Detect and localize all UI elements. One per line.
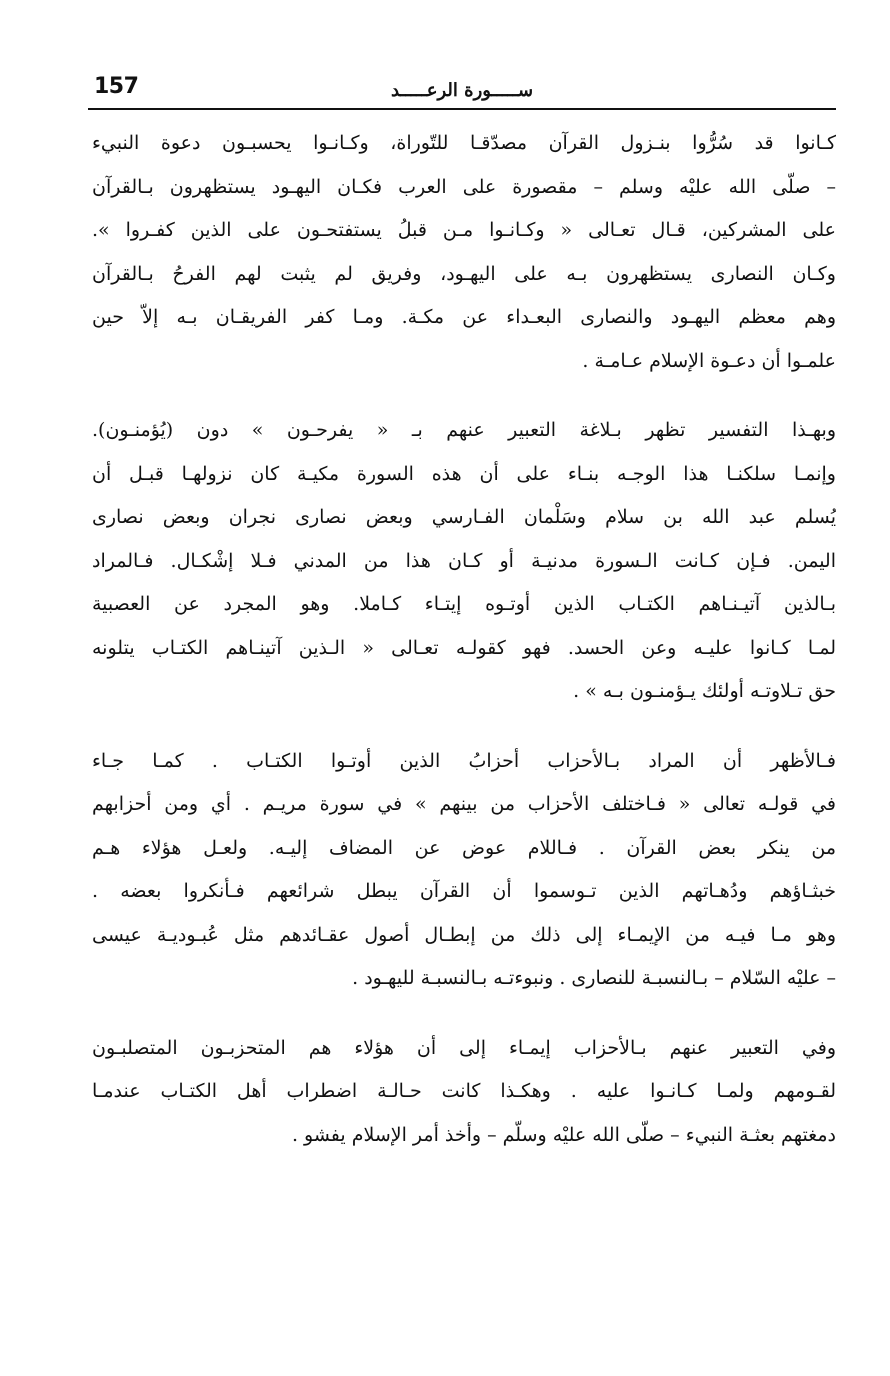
text-line: – عليْه السّلام – بـالنسبـة للنصارى . ونبوءتـه بـالنسبـة لليهـود . (352, 967, 836, 989)
text-line: وهو مـا فيـه من الإيمـاء إلى ذلك من إبطـال أصول عقـائدهم مثل عُبـوديـة عيسى (92, 923, 836, 946)
text-line: في قولـه تعالى « فـاختلف الأحزاب من بينهم » في سورة مريـم . أي ومن أحزابهم (92, 793, 836, 815)
page-number: 157 (94, 74, 139, 99)
text-line: وفي التعبير عنهم بـالأحزاب إيمـاء إلى أن هؤلاء هم المتحزبـون المتصلبـون (92, 1036, 836, 1059)
text-line: كـانوا قد سُرُّوا بنـزول القرآن مصدّقـا للتّوراة، وكـانـوا يحسبـون دعوة النبيء (92, 132, 836, 154)
text-line: لقـومهم ولمـا كـانـوا عليه . وهكـذا كانت حـالـة اضطراب أهل الكتـاب عندمـا (92, 1080, 836, 1102)
text-line: بـالذين آتيـنـاهم الكتـاب الذين أوتـوه إيتـاء كـاملا. وهو المجرد عن العصبية (92, 593, 836, 615)
text-line: من ينكر بعض القرآن . فـاللام عوض عن المضاف إليـه. ولعـل هؤلاء هـم (92, 836, 836, 859)
running-title: ســـــورة الرعـــــد (390, 80, 534, 101)
text-line: يُسلم عبد الله بن سلام وسَلْمان الفـارسي وبعض نصارى نجران وبعض نصارى (92, 506, 836, 528)
text-line: وبهـذا التفسير تظهر بـلاغة التعبير عنهم بـ « يفرحـون » دون (يُؤمنـون). (92, 419, 836, 441)
text-line: خبثـاؤهم ودُهـاتهم الذين تـوسموا أن القرآن يبطل شرائعهم فـأنكروا بعضه . (92, 880, 836, 902)
text-line: وهم معظم اليهـود والنصارى البعـداء عن مكـة. ومـا كفر الفريقـان بـه إلاّ حين (92, 306, 836, 328)
text-line: اليمن. فـإن كـانت الـسورة مدنيـة أو كـان هذا من المدني فـلا إشْكـال. فـالمراد (92, 549, 836, 572)
paragraph-2 (92, 409, 836, 714)
text-line: فـالأظهر أن المراد بـالأحزاب أحزابُ الذين أوتـوا الكتـاب . كمـا جـاء (92, 749, 836, 772)
paragraph-1 (92, 122, 836, 383)
header-rule (88, 108, 836, 110)
paragraph-4 (92, 1027, 836, 1158)
text-line: حق تـلاوتـه أولئك يـؤمنـون بـه » . (573, 680, 836, 702)
text-line: علمـوا أن دعـوة الإسلام عـامـة . (582, 349, 836, 372)
text-line: وكـان النصارى يستظهرون بـه على اليهـود، وفريق لم يثبت لهم الفرحُ بـالقرآن (92, 262, 836, 285)
page-header (88, 70, 836, 110)
text-line: وإنمـا سلكنـا هذا الوجـه بنـاء على أن هذه السورة مكيـة كان نزولهـا قبـل أن (92, 462, 836, 485)
text-line: على المشركين، قـال تعـالى « وكـانـوا مـن قبلُ يستفتحـون على الذين كفـروا ». (92, 219, 836, 241)
body-text (92, 122, 836, 1183)
text-line: دمغتهم بعثـة النبيء – صلّى الله عليْه وسلّم – وأخذ أمر الإسلام يفشو . (291, 1123, 836, 1146)
text-line: – صلّى الله عليْه وسلم – مقصورة على العرب فكـان اليهـود يستظهرون بـالقرآن (92, 175, 836, 198)
text-line: لمـا كـانوا عليـه وعن الحسد. فهو كقولـه تعـالى « الـذين آتينـاهم الكتـاب يتلونه (92, 636, 836, 659)
paragraph-3 (92, 740, 836, 1001)
